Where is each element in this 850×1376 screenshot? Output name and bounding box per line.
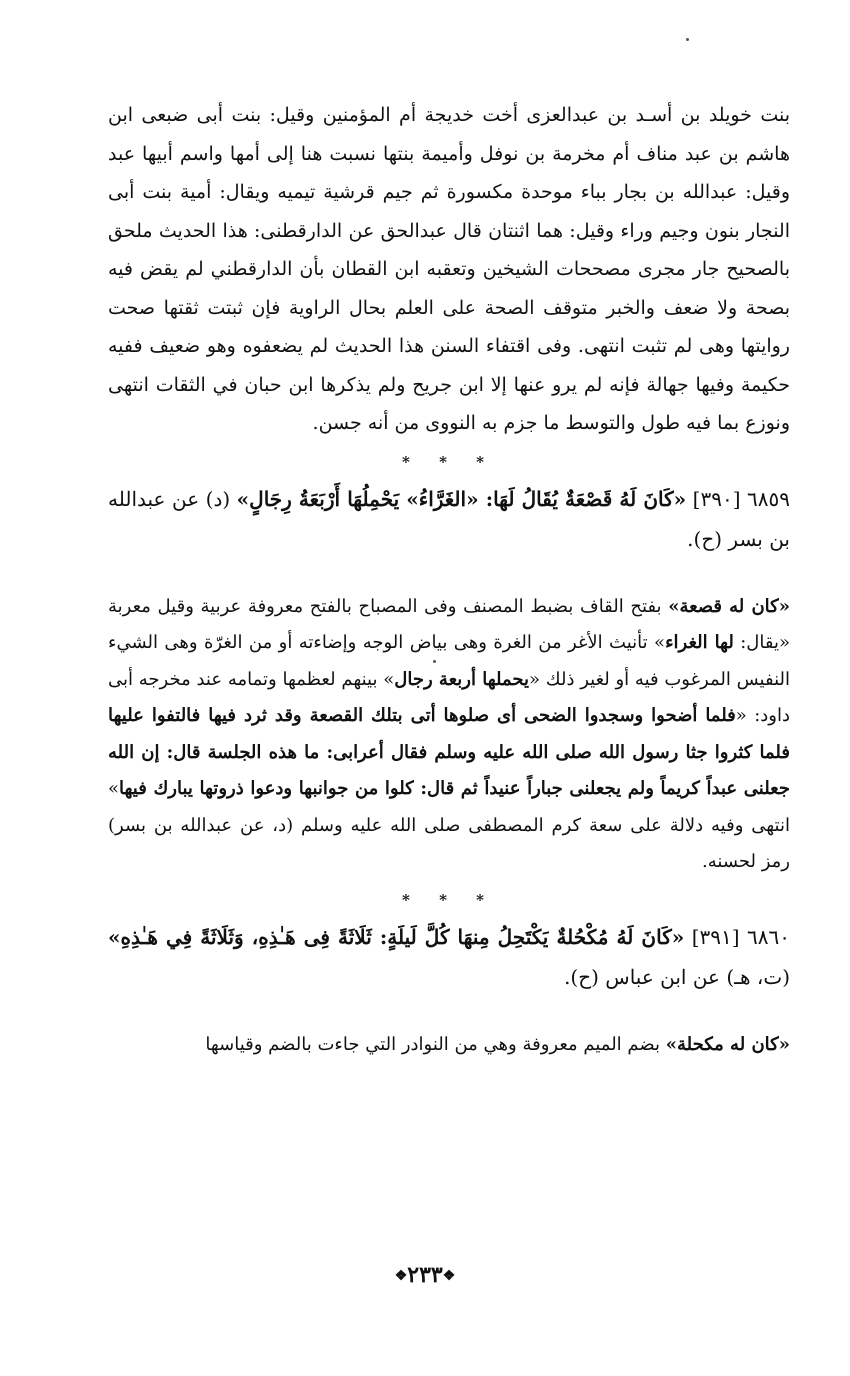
section-separator: * * * [402,452,496,471]
commentary-text: » تأنيث الأغر من الغرة وهى بياض الوجه وإضاءته أو من الغرّة وهى الشيء النفيس المرغوب فيه أو لغير ذلك « [108,632,790,690]
commentary-paragraph [108,589,790,881]
spacer [108,559,790,589]
hadith-source: (د) عن عبدالله بن بسر (ح). [108,486,790,551]
commentary-paragraph [108,1027,790,1064]
page-footer [0,1262,850,1288]
commentary-text: » انتهى وفيه دلالة على سعة كرم المصطفى صلى الله عليه وسلم (د، عن عبدالله بن بسر) رمز لحسنه. [108,778,790,872]
commentary-text: بضم الميم معروفة وهي من النوادر التي جاءت بالضم وقياسها [205,1033,666,1055]
scan-speck [686,38,689,41]
hadith-number: ٦٨٦٠ [٣٩١] [691,924,791,949]
hadith-entry-6860 [108,917,790,997]
commentary-text: » بينهم لعظمها وتمامه عند مخرجه أبى داود: « [108,668,790,726]
hadith-entry-6859 [108,479,790,559]
quoted-phrase: «كان له مكحلة» [665,1033,790,1055]
quoted-phrase: لها الغراء [665,632,734,653]
hadith-number: ٦٨٥٩ [٣٩٠] [692,486,790,511]
hadith-text: «كَانَ لَهُ مُكْحُلةٌ يَكْتَحِلُ مِنهَا كُلَّ لَيلَةٍ: ثَلَاثَةً فِى هَـٰذِهِ، وَثَلَاثَةً فِي هَـٰذِهِ» [108,924,685,949]
section-separator: * * * [402,890,496,909]
ornament-icon: ❖ [442,1268,456,1284]
quoted-phrase: يحملها أربعة رجال [394,668,530,690]
quoted-phrase: «كان له قصعة» [668,595,790,617]
spacer [108,997,790,1027]
commentary-text: بفتح القاف بضبط المصنف وفى المصباح بالفتح معروفة عربية وقيل معربة «يقال: [108,595,790,653]
page-body [108,96,790,1063]
commentary-paragraph: بنت خويلد بن أسـد بن عبدالعزى أخت خديجة أم المؤمنين وقيل: بنت أبى ضبعى ابن هاشم بن عبد مناف أم مخرمة بن نوفل وأميمة بنتها نسبت هنا إلى أمها واسم أبيها عبد وقيل: عبدالله بن بجار بباء موحدة مكسورة ثم جيم قرشية تيميه ويقال: أمية بنت أبى النجار بنون وجيم وراء وقيل: هما اثنتان قال عبدالحق عن الدارقطنى: هذا الحديث ملحق بالصحيح جار مجرى مصححات الشيخين وتعقبه ابن القطان بأن الدارقطني لم يقض فيه بصحة ولا ضعف والخبر متوقف الصحة على العلم بحال الراوية فإن ثبتت ثقتها صحت روايتها وهى لم تثبت انتهى. وفى اقتفاء السنن هذا الحديث لم يضعفوه وهو ضعيف ففيه حكيمة وفيها جهالة فإنه لم يرو عنها إلا ابن جريح ولم يذكرها ابن حبان في الثقات انتهى ونوزع بما فيه طول والتوسط ما جزم به النووى من أنه جسن. [108,104,790,434]
hadith-text: «كَانَ لَهُ قَصْعَةٌ يُقَالُ لَهَا: «الغَرَّاءُ» يَحْمِلُهَا أَرْبَعَةُ رِجَالٍ» [236,486,687,511]
quoted-phrase: فلما أضحوا وسجدوا الضحى أى صلوها أتى بتلك القصعة وقد ثرد فيها فالتفوا عليها فلما كثروا جثا رسول الله صلى الله عليه وسلم فقال أعرابى: ما هذه الجلسة قال: إن الله جعلنى عبداً كريماً ولم يجعلنى جباراً عنيداً ثم قال: كلوا من جوانبها ودعوا ذروتها يبارك فيها [108,705,790,799]
page-number: ٢٣٣ [407,1262,443,1288]
hadith-source: (ت، هـ) عن ابن عباس (ح). [564,964,790,989]
ornament-icon: ❖ [394,1268,408,1284]
